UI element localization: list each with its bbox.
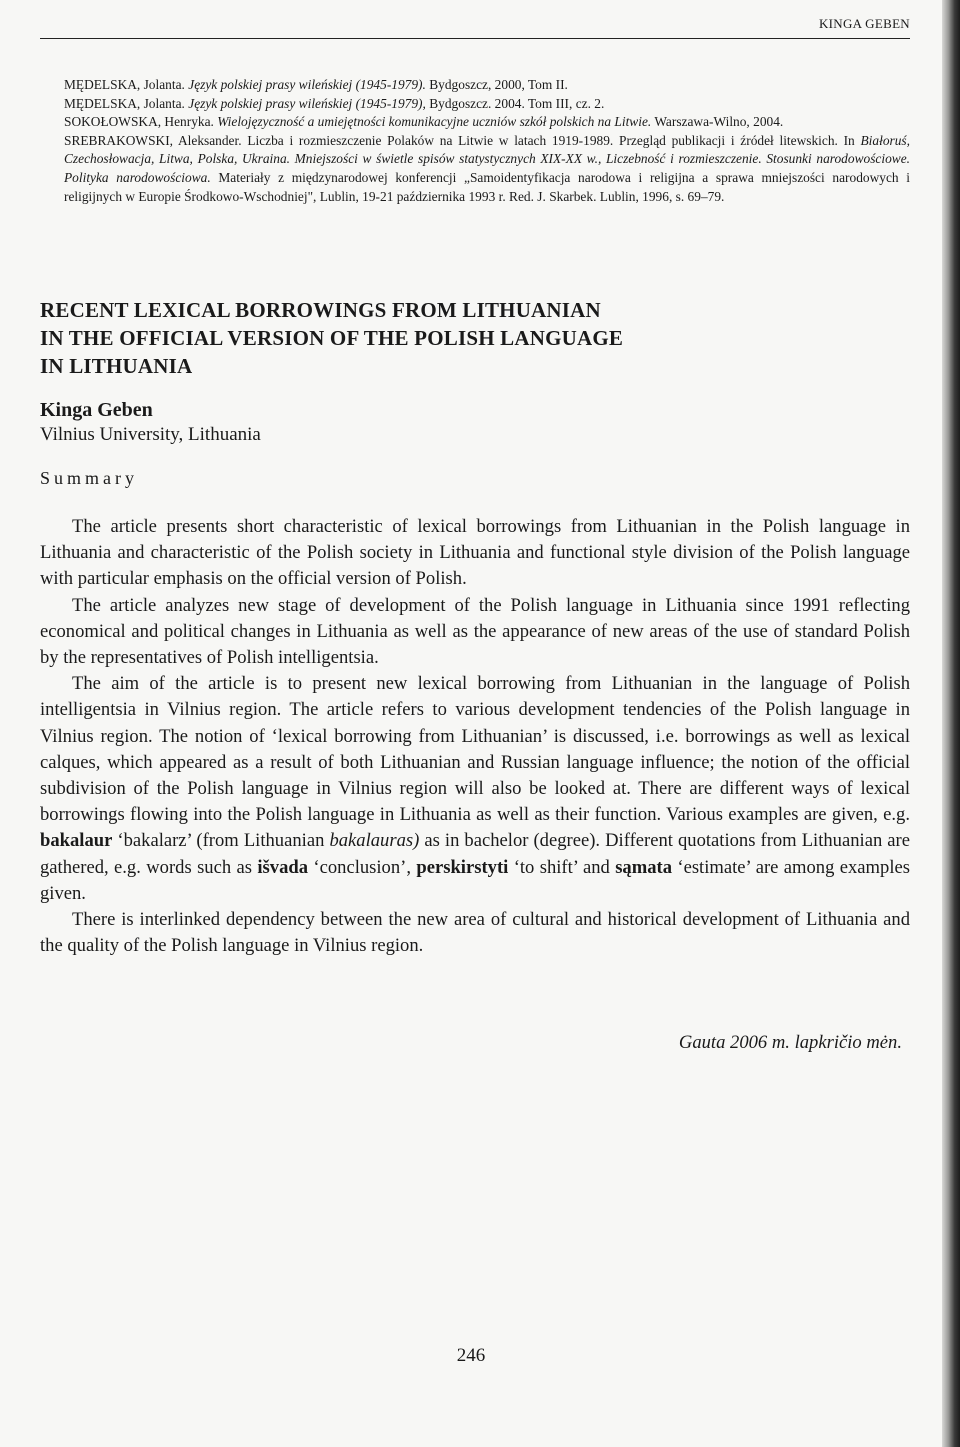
text-run: ‘estimate’ are among examples given. (40, 856, 910, 904)
text-run: as in bachelor (degree). Different quotations from Lithuanian are gathered, e.g. words such as (40, 830, 910, 878)
reference-title: Język polskiej prasy wileńskiej (1945-1979). (188, 77, 426, 92)
reference-details: Liczba i rozmieszczenie Polaków na Litwie w latach 1919-1989. Przegląd publikacji i źródeł litewskich. In (247, 132, 855, 148)
author-affiliation: Vilnius University, Lithuania (40, 424, 261, 445)
example-term: perskirstyti (416, 856, 509, 878)
summary-paragraph (40, 671, 910, 907)
summary-heading: Summary (40, 468, 138, 488)
article-title-line: RECENT LEXICAL BORROWINGS FROM LITHUANIAN (40, 298, 601, 322)
text-run: ‘conclusion’, (313, 856, 411, 878)
summary-paragraph: The article presents short characteristic of lexical borrowings from Lithuanian in the Polish language in Lithuania and characteristic of the Polish society in Lithuania and functional style division of the Polish language with particular emphasis on the official version of Polish. (40, 516, 910, 590)
article-title-line: IN LITHUANIA (40, 354, 193, 378)
reference-item (64, 113, 910, 132)
example-term: bakalaur (40, 830, 113, 852)
article-title (40, 296, 920, 380)
reference-title: Białoruś, Czechosłowacja, Litwa, Polska, Ukraina. Mniejszości w świetle spisów statystycznych XIX-XX w., Liczebność i rozmieszczenie. Stosunki narodowościowe. Polityka narodowościowa. (64, 132, 910, 185)
reference-item (64, 132, 910, 206)
reference-details: Bydgoszcz, 2000, Tom II. (429, 77, 568, 92)
summary-paragraph: There is interlinked dependency between the new area of cultural and historical development of Lithuania and the quality of the Polish language in Vilnius region. (40, 909, 910, 957)
received-note: Gauta 2006 m. lapkričio mėn. (678, 1032, 902, 1053)
summary-paragraph: The article analyzes new stage of development of the Polish language in Lithuania since 1991 reflecting economical and political changes in Lithuania as well as the appearance of new areas of the use of standard Polish by the representatives of Polish intelligentsia. (40, 594, 910, 669)
reference-item (64, 95, 910, 114)
reference-author: MĘDELSKA, Jolanta. (64, 95, 185, 111)
page-number: 246 (456, 1345, 486, 1366)
summary-body (40, 514, 910, 959)
reference-title: Język polskiej prasy wileńskiej (1945-1979), (188, 95, 426, 111)
reference-list (64, 76, 910, 206)
text-run: The aim of the article is to present new lexical borrowing from Lithuanian in the language of Polish intelligentsia in Vilnius region. The article refers to various development tendencies of the Polish language in Vilnius region. The notion of ‘lexical borrowing from Lithuanian’ is discussed, i.e. borrowings as well as lexical calques, which appeared as a result of both Lithuanian and Russian language influence; the notion of the official subdivision of the Polish language in Vilnius region will also be looked at. There are different ways of lexical borrowings flowing into the Polish language in Lithuania as well as their function. Various examples are given, e.g. (40, 673, 910, 826)
reference-author: SREBRAKOWSKI, Aleksander. (64, 132, 242, 148)
reference-title: Wielojęzyczność a umiejętności komunikacyjne uczniów szkół polskich na Litwie. (217, 114, 652, 130)
reference-author: MĘDELSKA, Jolanta. (64, 77, 185, 92)
reference-details: Bydgoszcz. 2004. Tom III, cz. 2. (429, 95, 605, 111)
text-run: ‘to shift’ and (513, 856, 610, 878)
author-block (40, 398, 640, 448)
example-term: išvada (257, 856, 309, 878)
article-title-line: IN THE OFFICIAL VERSION OF THE POLISH LANGUAGE (40, 326, 624, 350)
scan-shadow-edge (942, 0, 960, 1447)
reference-details: Materiały z międzynarodowej konferencji „Samoidentyfikacja narodowa i religijna a sprawa mniejszości narodowych i religijnych w Europie Środkowo-Wschodniej", Lublin, 19-21 października 1993 r. Red. J. Skarbek. Lublin, 1996, s. 69–79. (64, 169, 910, 204)
example-term: sąmata (615, 856, 672, 878)
reference-author: SOKOŁOWSKA, Henryka. (64, 114, 214, 130)
running-header-title: KINGA GEBEN (818, 16, 910, 31)
example-term: bakalauras) (329, 830, 420, 852)
reference-details: Warszawa-Wilno, 2004. (654, 114, 784, 130)
running-header (40, 14, 910, 39)
reference-item (64, 76, 910, 95)
text-run: ‘bakalarz’ (from Lithuanian (117, 830, 325, 852)
author-name: Kinga Geben (40, 399, 153, 421)
